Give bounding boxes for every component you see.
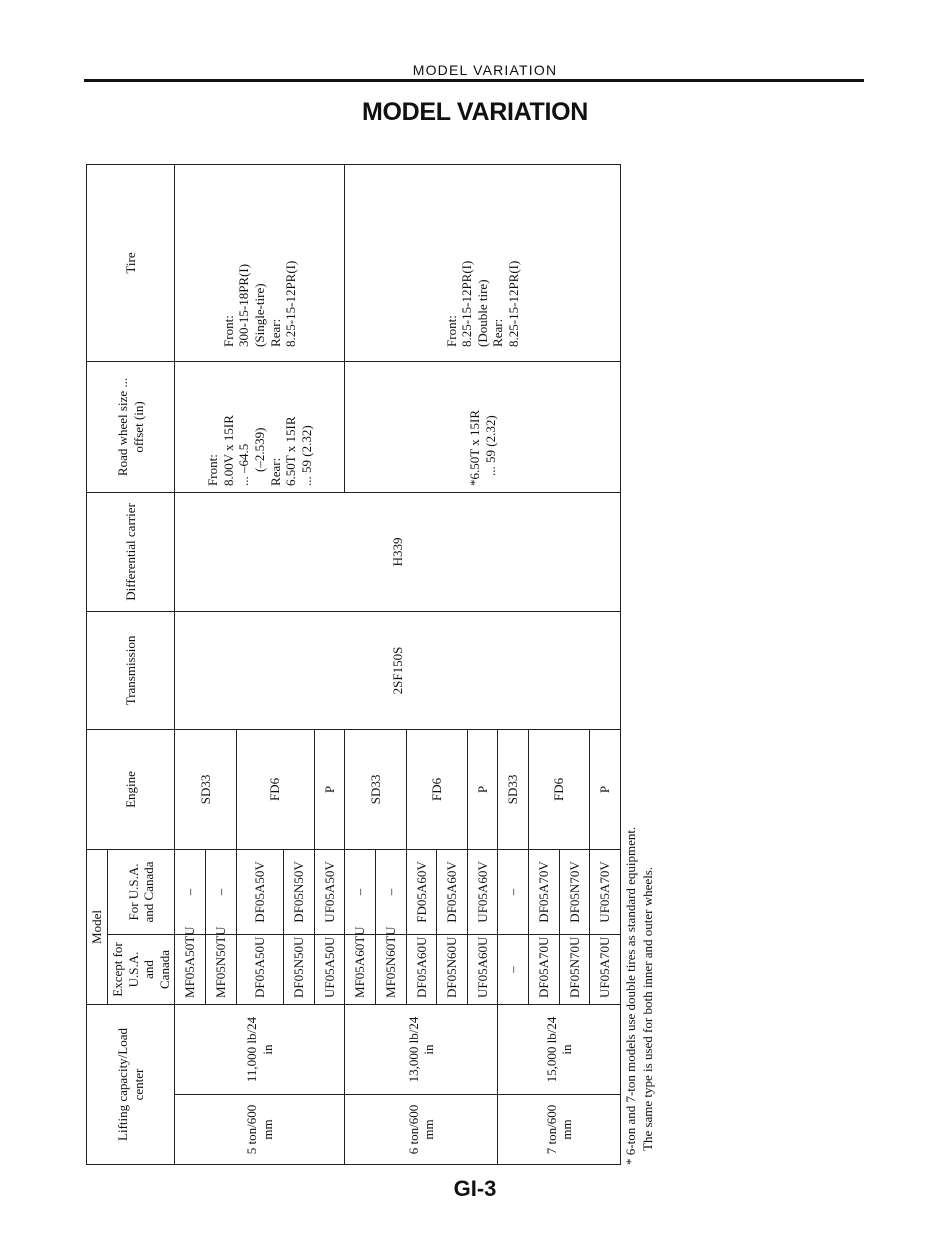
engine-cell: P: [590, 729, 621, 849]
header-model: Model: [87, 849, 108, 1004]
tire-line: 8.25-15-12PR(I): [459, 260, 475, 347]
tire-line: Front:: [443, 315, 459, 347]
capacity-imperial-7ton: 15,000 lb/24 in: [498, 1004, 621, 1094]
model-except: DF05A70U: [529, 934, 560, 1004]
header-row: [87, 164, 108, 1164]
model-except: DF05N70U: [559, 934, 590, 1004]
model-except: MF05N50TU: [206, 934, 237, 1004]
capacity-imperial-6ton: 13,000 lb/24 in: [345, 1004, 498, 1094]
wheel-line: ... 59 (2.32): [298, 425, 314, 486]
model-except: –: [498, 934, 529, 1004]
header-transmission: Transmission: [87, 611, 175, 729]
differential-cell: H339: [175, 492, 621, 611]
wheel-line: 8.00V x 15IR: [220, 415, 236, 486]
wheel-line: *6.50T x 15IR: [467, 410, 483, 486]
tire-line: 8.25-15-12PR(I): [283, 260, 299, 347]
engine-cell: SD33: [175, 729, 236, 849]
header-usa: For U.S.A. and Canada: [108, 849, 175, 934]
engine-cell: FD6: [529, 729, 590, 849]
model-variation-table-container: [86, 165, 621, 1165]
wheel-line: Rear:: [267, 457, 283, 486]
header-engine: Engine: [87, 729, 175, 849]
engine-cell: P: [467, 729, 498, 849]
tire-line: (Single-tire): [252, 283, 267, 347]
wheel-line: ... –64.5: [236, 443, 252, 486]
model-except: UF05A50U: [314, 934, 345, 1004]
tire-line: 8.25-15-12PR(I): [506, 260, 521, 347]
running-header: MODEL VARIATION: [412, 62, 558, 78]
model-except: DF05N60U: [437, 934, 468, 1004]
engine-cell: P: [314, 729, 345, 849]
header-capacity: Lifting capacity/Load center: [87, 1004, 175, 1164]
model-except: UF05A70U: [590, 934, 621, 1004]
engine-cell: FD6: [406, 729, 467, 849]
model-usa: DF05A70V: [529, 849, 560, 934]
header-rule: [84, 79, 864, 82]
footnote: [622, 745, 662, 1165]
model-usa: DF05A60V: [437, 849, 468, 934]
model-except: DF05N50U: [283, 934, 314, 1004]
engine-cell: SD33: [498, 729, 529, 849]
engine-cell: SD33: [345, 729, 406, 849]
wheel-line: Front:: [205, 454, 221, 486]
model-usa: UF05A50V: [314, 849, 345, 934]
capacity-metric-7ton: 7 ton/600 mm: [498, 1095, 621, 1165]
model-except: MF05N60TU: [375, 934, 406, 1004]
header-tire: Tire: [87, 164, 175, 361]
header-differential: Differential carrier: [87, 492, 175, 611]
model-variation-table: [86, 164, 621, 1165]
model-usa: UF05A60V: [467, 849, 498, 934]
wheel-cell-6-7ton: [345, 361, 621, 492]
tire-line: Rear:: [490, 318, 506, 347]
page-title: MODEL VARIATION: [361, 98, 589, 126]
tire-line: Front:: [220, 315, 236, 347]
header-wheel: Road wheel size ... offset (in): [87, 361, 175, 492]
tire-cell-5ton: [175, 164, 345, 361]
model-usa: –: [345, 849, 376, 934]
model-except: MF05A60TU: [345, 934, 376, 1004]
model-except: UF05A60U: [467, 934, 498, 1004]
tire-cell-6-7ton: [345, 164, 621, 361]
capacity-metric-6ton: 6 ton/600 mm: [345, 1095, 498, 1165]
model-usa: DF05N70V: [559, 849, 590, 934]
tire-line: (Double tire): [474, 279, 490, 347]
tire-line: 300-15-18PR(I): [236, 263, 252, 347]
transmission-cell: 2SF150S: [175, 611, 621, 729]
engine-cell: FD6: [236, 729, 314, 849]
capacity-metric-5ton: 5 ton/600 mm: [175, 1095, 345, 1165]
model-usa: UF05A70V: [590, 849, 621, 934]
model-except: DF05A60U: [406, 934, 437, 1004]
model-usa: –: [375, 849, 406, 934]
capacity-imperial-5ton: 11,000 lb/24 in: [175, 1004, 345, 1094]
model-usa: FD05A60V: [406, 849, 437, 934]
model-except: MF05A50TU: [175, 934, 206, 1004]
model-except: DF05A50U: [236, 934, 283, 1004]
model-usa: DF05A50V: [236, 849, 283, 934]
header-except: Except for U.S.A. and Canada: [108, 934, 175, 1004]
model-usa: DF05N50V: [283, 849, 314, 934]
table-row: [175, 164, 206, 1164]
page-number: GI-3: [453, 1176, 497, 1201]
wheel-line: ... 59 (2.32): [482, 415, 498, 476]
footnote-line-1: * 6-ton and 7-ton models use double tires as standard equipment.: [623, 826, 638, 1165]
model-usa: –: [498, 849, 529, 934]
footnote-line-2: The same type is used for both inner and outer wheels.: [640, 866, 655, 1151]
model-usa: –: [175, 849, 206, 934]
wheel-line: 6.50T x 15IR: [283, 416, 299, 486]
tire-line: Rear:: [267, 318, 283, 347]
wheel-line: (–2.539): [252, 427, 267, 472]
model-usa: –: [206, 849, 237, 934]
wheel-cell-5ton: [175, 361, 345, 492]
